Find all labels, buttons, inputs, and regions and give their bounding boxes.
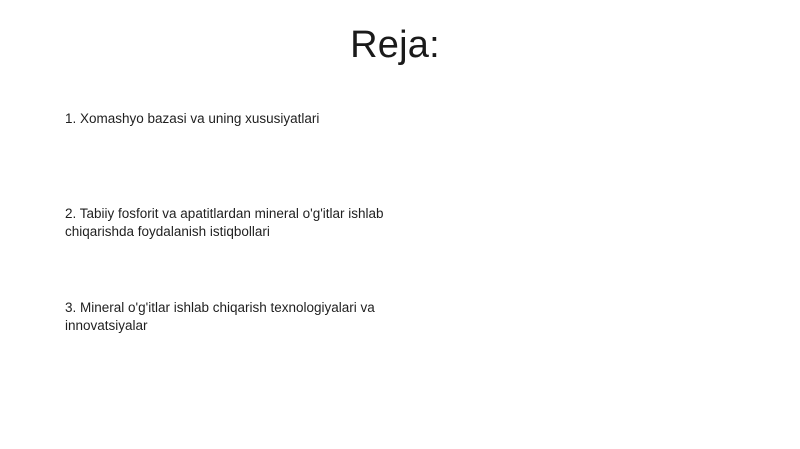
plan-item-1: 1. Xomashyo bazasi va uning xususiyatlari [65,111,320,126]
plan-item-2: 2. Tabiiy fosforit va apatitlardan mineral o'g'itlar ishlab chiqarishda foydalanish istiqbollari [65,206,384,239]
plan-item-3: 3. Mineral o'g'itlar ishlab chiqarish texnologiyalari va innovatsiyalar [65,300,375,333]
slide-title: Reja: [350,24,440,66]
